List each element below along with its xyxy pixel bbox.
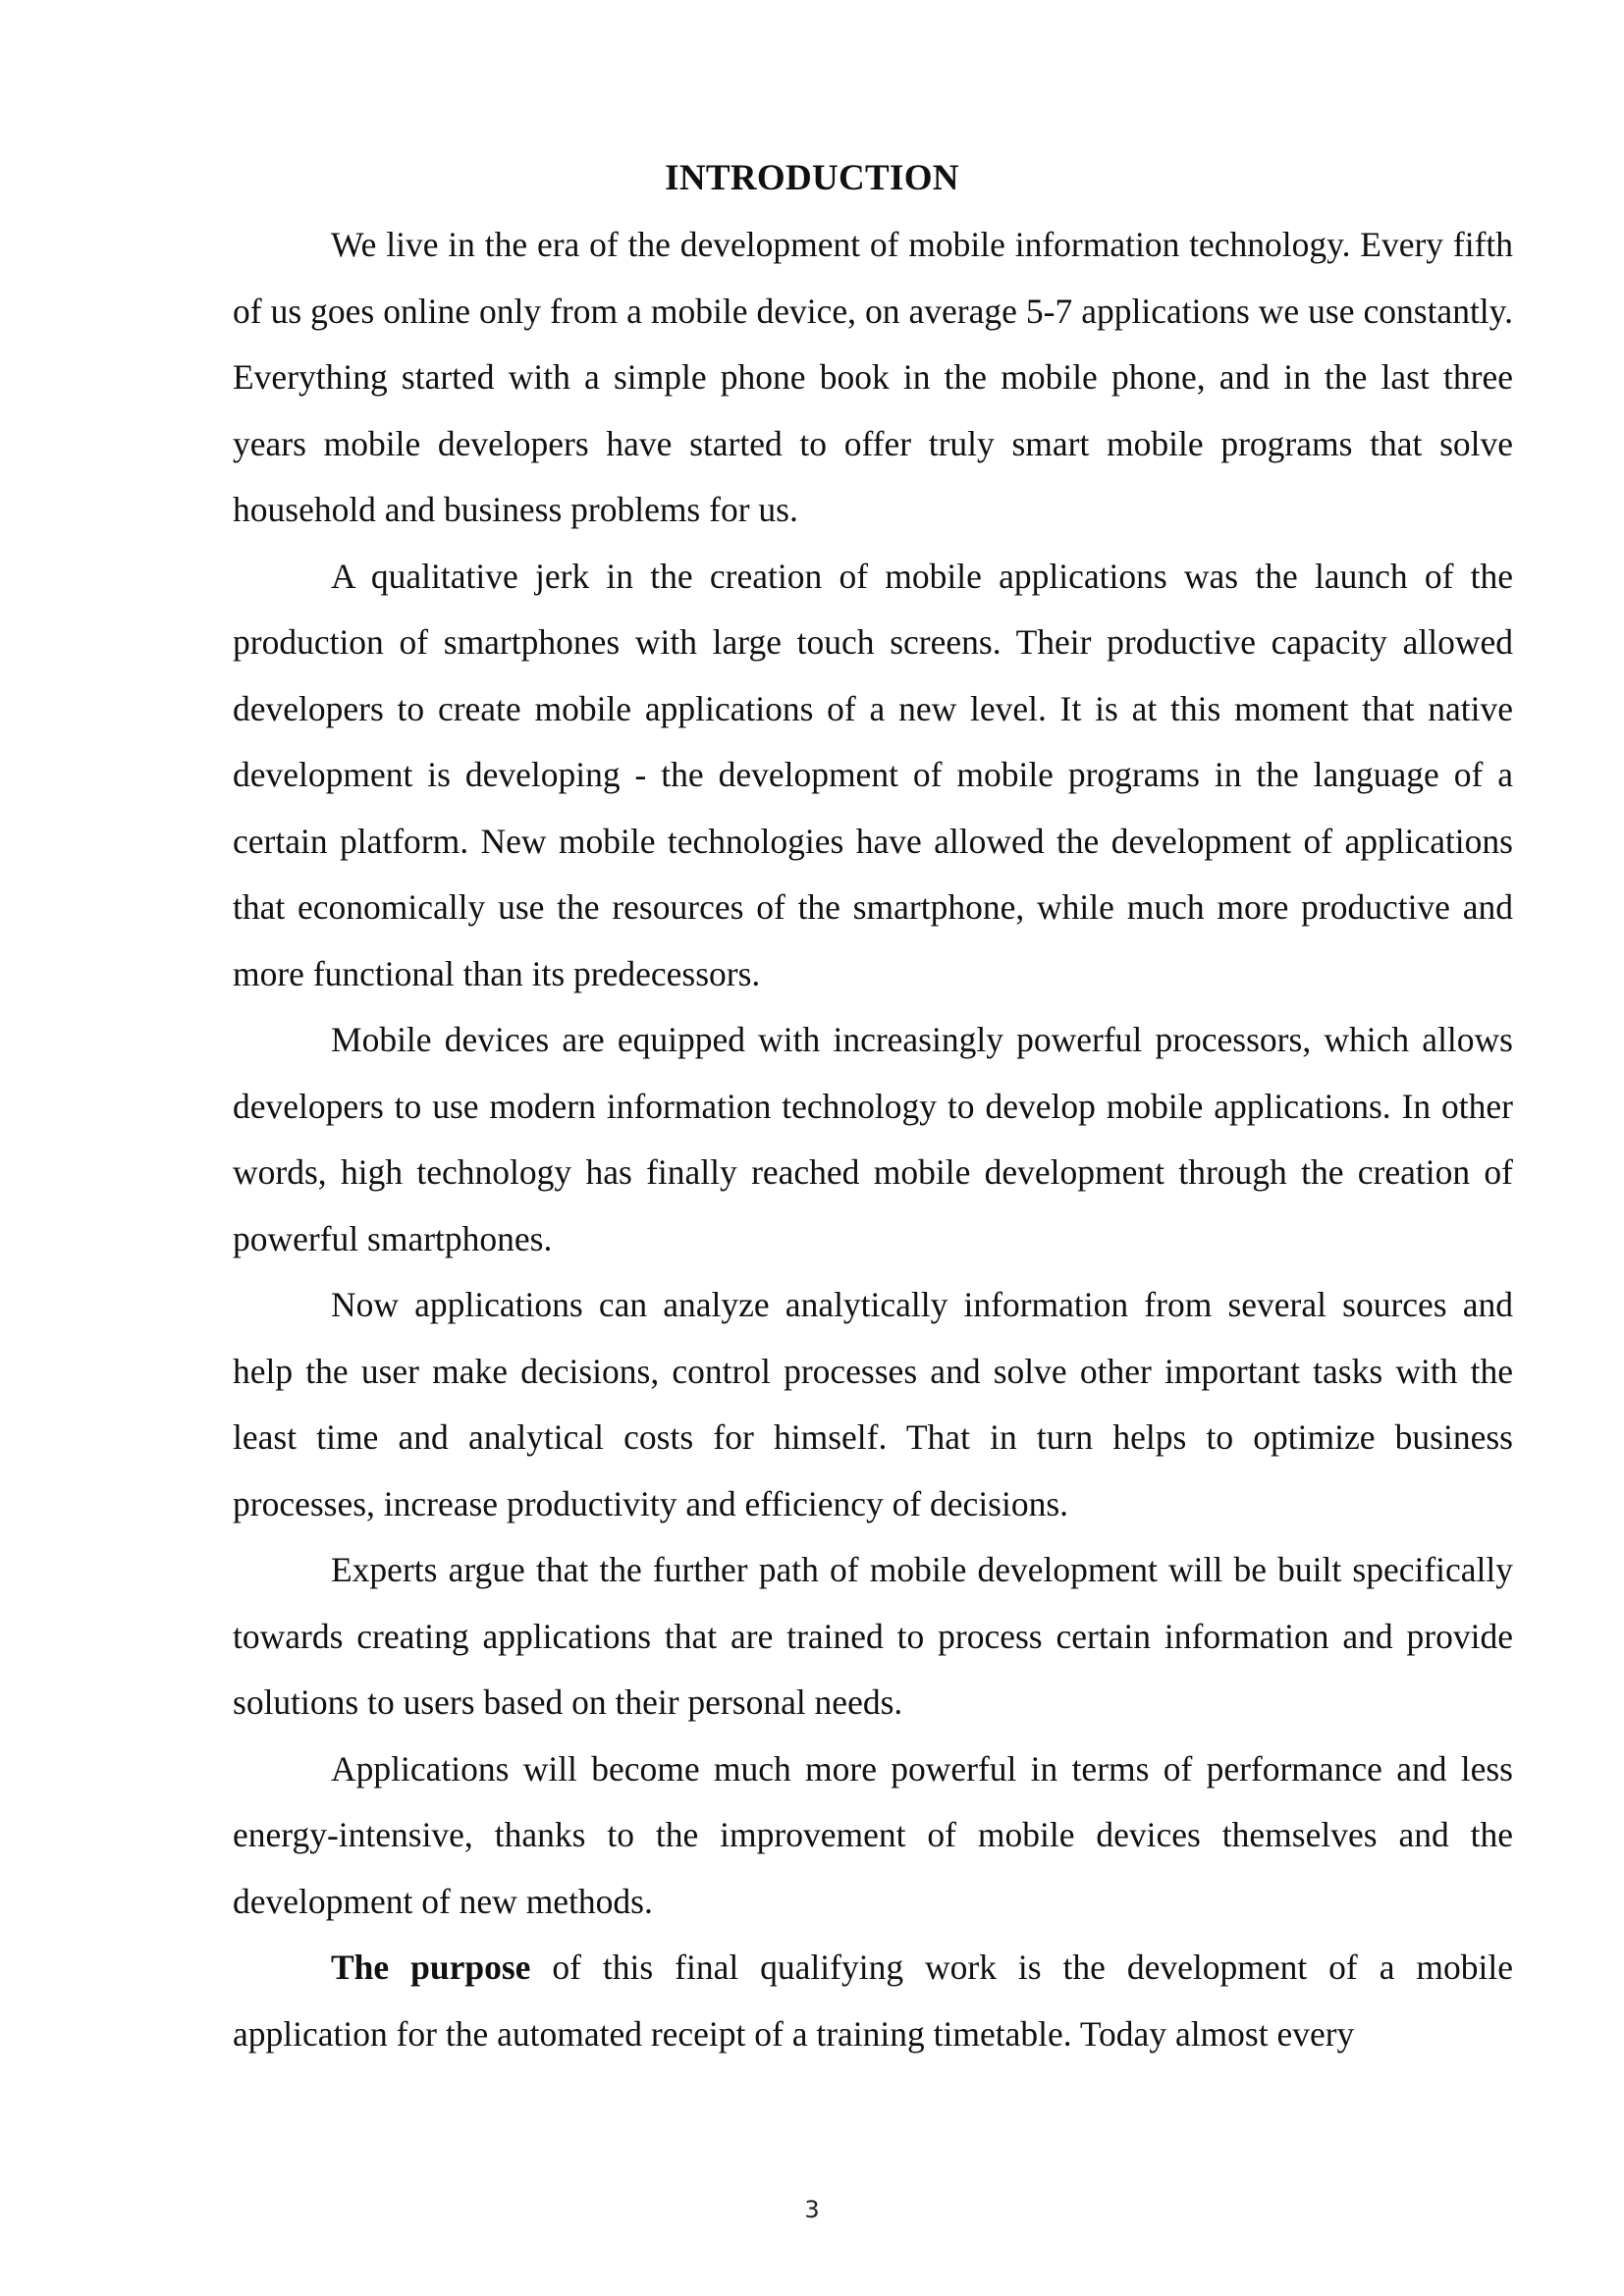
page-number: 3 bbox=[804, 2196, 820, 2223]
paragraph-3: Mobile devices are equipped with increasingly powerful processors, which allows developers to use modern information technology to develop mobile applications. In other words, high technology has finally reached mobile development through the creation of powerful smartphones. bbox=[233, 1020, 1513, 1258]
paragraph-5: Experts argue that the further path of mobile development will be built specifically towards creating applications that are trained to process certain information and provide solutions to users based on their personal needs. bbox=[233, 1550, 1513, 1722]
paragraph-6: Applications will become much more powerful in terms of performance and less energy-intensive, thanks to the improvement of mobile devices themselves and the development of new methods. bbox=[233, 1748, 1513, 1921]
purpose-lead: The purpose bbox=[331, 1948, 531, 1987]
purpose-paragraph bbox=[233, 1935, 1513, 2067]
body-text bbox=[233, 212, 1513, 2067]
page-title: INTRODUCTION bbox=[665, 158, 959, 198]
purpose-text: of this final qualifying work is the development of a mobile application for the automated receipt of a training timetable. Today almost every bbox=[233, 1948, 1513, 2054]
paragraph-2: A qualitative jerk in the creation of mobile applications was the launch of the production of smartphones with large touch screens. Their productive capacity allowed developers to create mobile applications of a new level. It is at this moment that native development is developing - the development of mobile programs in the language of a certain platform. New mobile technologies have allowed the development of applications that economically use the resources of the smartphone, while much more productive and more functional than its predecessors. bbox=[233, 556, 1513, 993]
paragraph-1: We live in the era of the development of mobile information technology. Every fifth of us goes online only from a mobile device, on average 5-7 applications we use constantly. Everything started with a simple phone book in the mobile phone, and in the last three years mobile developers have started to offer truly smart mobile programs that solve household and business problems for us. bbox=[233, 225, 1513, 529]
paragraph-4: Now applications can analyze analytically information from several sources and help the user make decisions, control processes and solve other important tasks with the least time and analytical costs for himself. That in turn helps to optimize business processes, increase productivity and efficiency of decisions. bbox=[233, 1285, 1513, 1523]
